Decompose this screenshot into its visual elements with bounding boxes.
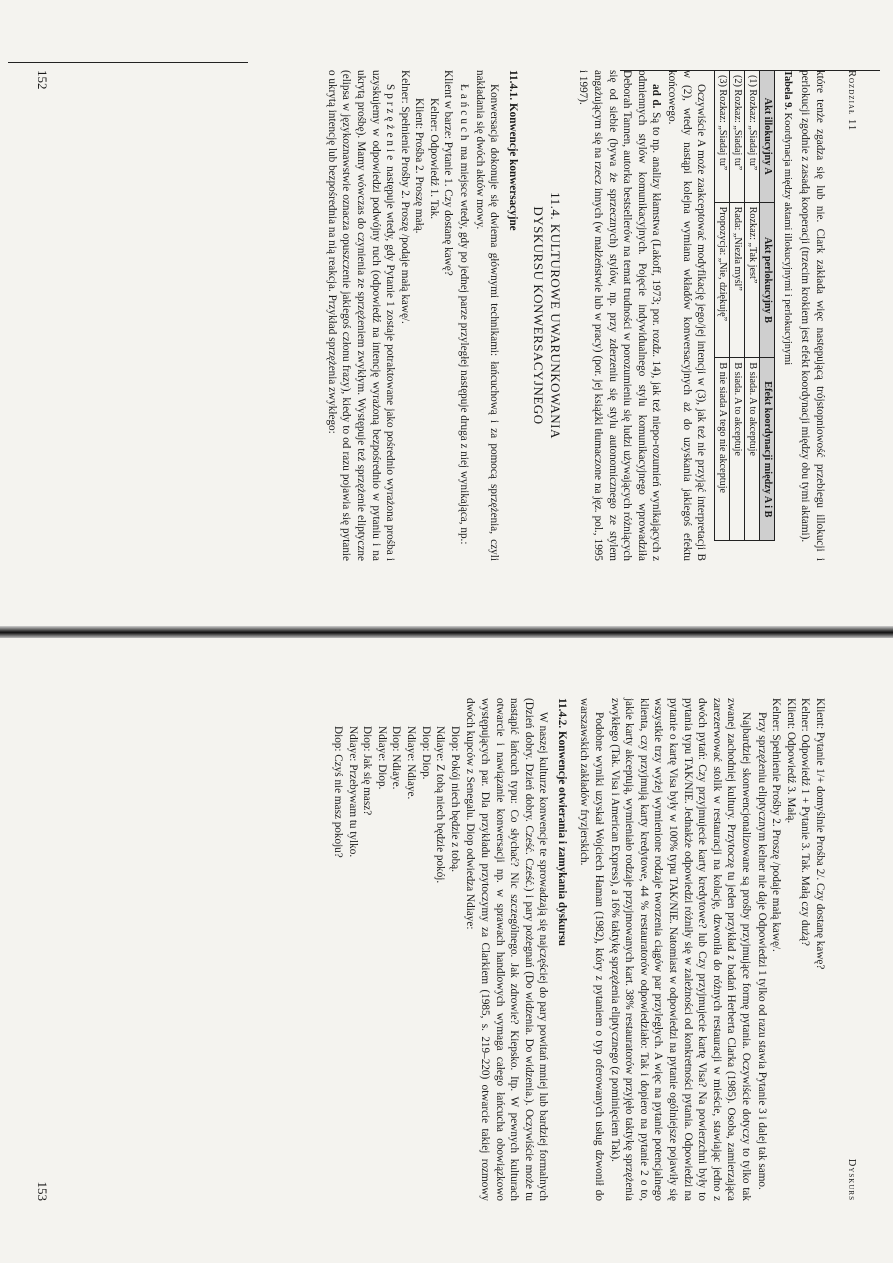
dialog-text: Diop. [375,764,388,790]
table-cell: B siada. A to akceptuje [745,358,760,541]
dialog-speaker: Diop: [332,726,344,752]
table-cell: Rozkaz: „Tak jest” [745,202,760,358]
dialog-text: Czyś nie masz pokoju? [332,754,344,858]
dialog-speaker: Diop: [361,726,374,752]
dialog-text: Odpowiedź 1. Tak. [427,134,440,220]
dialog-speaker: Klient: [814,698,826,730]
table-cell: Rada: „Niezła myśl” [730,202,745,358]
dialog-text: Pytanie 1. Czy dostanę kawę? [442,141,455,276]
table-cell: B nie siada A tego nie akceptuje [715,358,730,541]
dialog-text: Z tobą niech będzie pokój. [434,764,447,884]
coordination-table [714,70,775,541]
para-haman: Podobne wyniki uzyskał Wojciech Haman (1982), który z pytaniem o typ oferowanych usług dzwonił do warszawskich zakładów fryzjerskich. [578,698,606,1201]
dialog-line [418,698,433,1201]
dialog-line [330,698,345,1201]
dialog-speaker: Diop: [390,726,403,752]
dialog-text: Diop. [419,754,432,780]
dialog-text: Jak się masz? [361,754,374,816]
dialog-line [397,70,412,561]
dialog-text: Spełnienie Prośby 2. Proszę /podaje małą kawę/. [398,106,411,324]
dialog-line [426,70,441,561]
table-caption-label: Tabela 9. [781,70,793,111]
table-row [715,71,730,541]
table-cell: (3) Rozkaz: „Siadaj tu” [715,71,730,203]
right-page-body [330,698,827,1201]
section-heading-line-1: 11.4. KULTUROWE UWARUNKOWANIA [547,192,563,439]
coupling-lead-term: Sprzężenie [384,84,397,164]
chain-dialog [397,70,455,561]
table-header-row [760,71,775,541]
dialog-speaker: Klient w barze: [442,70,455,139]
table-row [745,71,760,541]
section-heading [530,70,564,561]
dialog-speaker: Diop: [448,726,461,752]
dialog-line [360,698,375,1201]
table-cell: Propozycja: „Nie, dziękuję” [715,202,730,358]
table-caption-text: Koordynacja między aktami illokucyjnymi i perlokucyjnymi [781,112,793,366]
para-elliptic: Przy sprzężeniu eliptycznym kelner nie daje Odpowiedzi 1 tylko od razu stawia Pytanie 3 i dalej tak samo. [755,712,768,1190]
ad-d-text: Są to np. analizy kłamstwa (Lakoff, 1973; por. rozdz. 14), jak też niepo-rozumień wynikających z odmiennych stylów komunikacyjnych. Pojęcie indywidualnego stylu komunikacyjnego wprowadziła Deborah Tannen, autorka bestsellerów na temat trudności w porozumieniu się ludzi używających różniących się od siebie (bywa że sprzecznych) stylów, np. przy zderzeniu się stylu autonomicznego ze stylem angażującym się na rzecz innych (w małżeństwie lub w pracy) (por. jej książki tłumaczone na jęz. pol., 1995 i 1997). [577,70,663,561]
table-cell: (1) Rozkaz: „Siadaj tu” [745,71,760,203]
para-conventions: Konwersacja dokonuje się dwiema głównymi technikami: łańcuchową i za pomocą sprzężenia, czyli nakładania się dwóch aktów mowy. [473,70,501,561]
subsection-heading-conventions: 11.4.1. Konwencje konwersacyjne [506,70,519,231]
dialog-text: Odpowiedź 1 + Pytanie 3. Tak. Małą czy dużą? [799,734,812,946]
table-header-cell: Efekt koordynacji między A i B [760,358,775,541]
dialog-line [374,698,389,1201]
table-row [730,71,745,541]
ad-d-label: ad d. [650,84,663,109]
para-chain [457,70,472,561]
page-number-left: 152 [35,70,50,90]
dialog-text: Spełnienie Prośby 2. Proszę /podaje małą kawę/. [770,734,783,952]
running-head-left: Rozdział 11 [846,70,857,132]
dialog-speaker: Kelner: [398,70,411,104]
para-survey: Najbardziej skonwencjonalizowane są prośby przyjmujące formę pytania. Oczywiście dotyczy to tylko tak zwanej zachodniej kultury. Przytoczę tu jeden przykład z badań Herberta Clarka (1985). Osoba, zamierzająca zarezerwować stolik w restauracji na kolację, dzwoniła do różnych restauracji w mieście, stawiając jedno z dwóch pytań: Czy przyjmujecie karty kredytowe? lub Czy przyjmujecie kartę Visa? Na powierzchni były to pytania typu TAK/NIE. Jednakże odpowiedzi różniły się w zależności od konkretności pytania. Odpowiedzi na pytanie o kartę Visa były w 100% typu TAK/NIE. Natomiast w odpowiedzi na pytanie ogólniejsze pojawiły się wszystkie trzy wyżej wymienione rodzaje tworzenia ciągów par przyległych. A więc na pytanie potencjalnego klienta, czy przyjmują karty kredytowe, 44 % restauratorów odpowiedziało: Tak i dopiero na pytanie 2 o to, jakie karty akceptują, wymieniało rodzaje przyjmowanych kart. 38% restauratorów przyjęło taktykę sprzężenia zwykłego (Tak. Visa i American Express), a 16% taktykę sprzężenia eliptycznego (z pominięciem Tak). [608,698,753,1201]
dialog-line [433,698,448,1201]
dialog-line [769,698,784,1201]
running-head-right: Dyskurs [846,1158,857,1201]
coupling-dialog [769,698,827,1201]
dialog-text: Ndiaye. [404,764,417,800]
dialog-line [345,698,360,1201]
dialog-line [389,698,404,1201]
left-page [0,0,893,631]
dialog-speaker: Kelner: [427,98,440,132]
dialog-speaker: Ndiaye: [404,726,417,762]
table-header-cell: Akt illokucyjny A [760,71,775,203]
table-caption [779,70,794,561]
dialog-line [783,698,798,1201]
subsection-heading-opening: 11.4.2. Konwencje otwierania i zamykania dyskursu [555,698,568,947]
dialog-speaker: Ndiaye: [346,726,359,762]
intro-paragraph: które tenże zgadza się lub nie. Clark zakłada więc następującą trójstopniowość przebiegu illokucji i perlokucji zgodnie z zasadą kooperacji (trzecim krokiem jest efekt koordynacji między obu tymi aktami). [799,70,826,561]
table-header-cell: Akt perlokucyjny B [760,202,775,358]
table-cell: (2) Rozkaz: „Siadaj tu” [730,71,745,203]
page-number-right: 153 [35,1181,50,1201]
dialog-text: Ndiaye. [390,754,403,790]
para-opening: W naszej kulturze konwencje te sprowadzają się najczęściej do pary powitań mniej lub bardziej formalnych (Dzień dobry. Dzień dobry. Cześć. Cześć.) i pary pożegnań (Do widzenia. Do widzenia.). Oczywiście może tu nastąpić łańcuch typu: Co słychać? Nic szczególnego. Jak zdrowie? Kiepsko. Itp. W pewnych kulturach otwarcie i nawiązanie konwersacji np. w sprawach handlowych wymaga całego łańcucha obowiązkowo występujących par. Dla przykładu przytoczymy za Clarkiem (1985, s. 219–220) otwarcie takiej rozmowy dwóch kupców z Senegalu. Diop odwiedza Ndiaye: [464,698,550,1201]
dialog-text: Pytanie 1/+ domyślnie Prośba 2/. Czy dostanę kawę? [814,731,826,970]
dialog-speaker: Ndiaye: [434,726,447,762]
dialog-text: Pokój niech będzie z tobą. [448,754,461,873]
dialog-text: Przebywam tu tylko. [346,764,359,858]
dialog-line [812,698,827,1201]
greeting-dialog [330,698,461,1201]
dialog-line [403,698,418,1201]
chain-lead-term: Łańcuch [458,84,471,144]
dialog-speaker: Kelner: [799,698,812,732]
chain-text: ma miejsce wtedy, gdy po jednej parze przyległej następuje druga z niej wynikająca, np.: [458,146,471,545]
dialog-speaker: Kelner: [770,698,783,732]
dialog-speaker: Ndiaye: [375,726,388,762]
dialog-line [447,698,462,1201]
dialog-line [798,698,813,1201]
dialog-line [441,70,456,561]
dialog-line [412,70,427,561]
dialog-text: Odpowiedź 3. Małą. [784,731,797,824]
dialog-speaker: Klient: [413,98,426,130]
para-ad-d [576,70,664,561]
section-heading-line-2: DYSKURSU KONWERSACYJNEGO [530,206,546,425]
right-page [0,632,893,1263]
dialog-speaker: Klient: [784,698,797,730]
table-cell: B siada. A to akceptuje [730,358,745,541]
left-page-body [323,70,827,561]
para-after-table: Oczywiście A może zaakceptować modyfikację jego/jej intencji w (3), jak też nie przyjąć interpretacji B w (2), wtedy nastąpi kolejna wymiana wkładów konwersacyjnych aż do uzyskania jakiegoś efektu końcowego. [666,70,708,561]
dialog-text: Prośba 2. Proszę małą. [413,131,426,234]
para-coupling [324,70,397,561]
coupling-text: następuje wtedy, gdy Pytanie 1 zostaje potraktowane jako pośrednio wyrażona prośba i uzyskujemy w odpowiedzi podwójny ruch (odpowiedź na intencję wyrażoną bezpośrednio w pytaniu i na ukrytą prośbę). Mamy wówczas do czynienia ze sprzężeniem zwykłym. Występuje też sprzężenie eliptyczne (elipsa w językoznawstwie oznacza opuszczenie jakiegoś członu frazy), kiedy to od razu pojawia się pytanie o ukrytą intencję lub bezpośrednia na nią reakcja. Przykład sprzężenia zwykłego: [325,70,397,561]
dialog-speaker: Diop: [419,726,432,752]
